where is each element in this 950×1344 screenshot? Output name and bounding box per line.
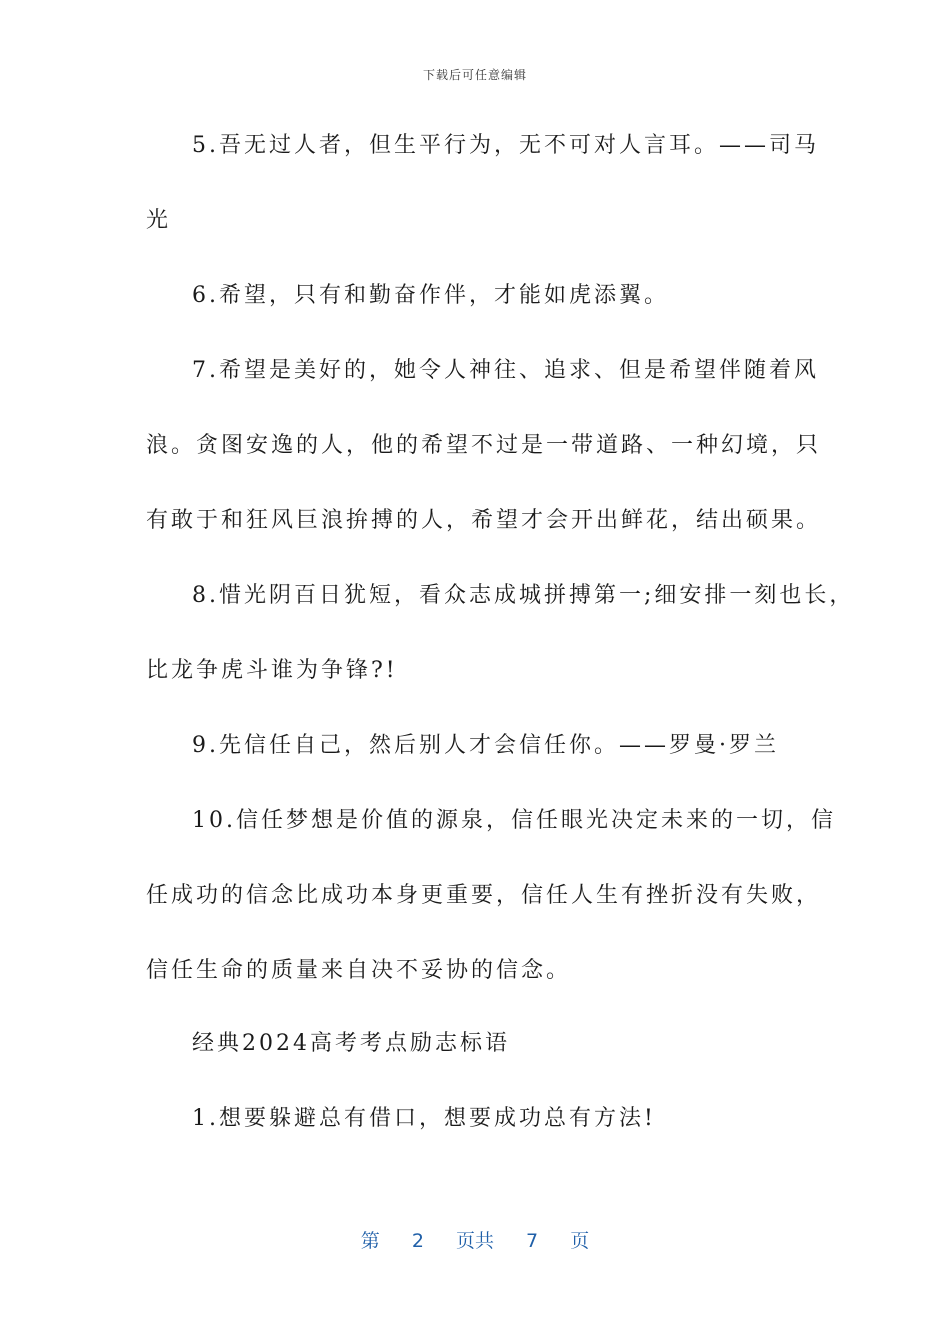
section-heading: 经典2024高考考点励志标语 bbox=[192, 1031, 510, 1056]
footer-label-end: 页 bbox=[570, 1230, 590, 1252]
text-line: 任成功的信念比成功本身更重要，信任人生有挫折没有失败， bbox=[146, 883, 822, 908]
text-line: 光 bbox=[146, 208, 172, 233]
text-line: 有敢于和狂风巨浪拚搏的人，希望才会开出鲜花，结出硕果。 bbox=[146, 508, 822, 533]
text-line: 8.惜光阴百日犹短，看众志成城拼搏第一;细安排一刻也长， bbox=[192, 583, 855, 608]
footer-label-total: 页共 bbox=[455, 1230, 494, 1252]
page-header-note: 下载后可任意编辑 bbox=[422, 68, 527, 82]
text-line: 9.先信任自己，然后别人才会信任你。——罗曼·罗兰 bbox=[192, 733, 779, 758]
text-line: 5.吾无过人者，但生平行为，无不可对人言耳。——司马 bbox=[192, 133, 819, 158]
text-line: 信任生命的质量来自决不妥协的信念。 bbox=[146, 958, 572, 983]
footer-label-page: 第 bbox=[360, 1230, 380, 1252]
text-line: 浪。贪图安逸的人，他的希望不过是一带道路、一种幻境，只 bbox=[146, 433, 822, 458]
text-line: 1.想要躲避总有借口，想要成功总有方法! bbox=[192, 1106, 656, 1131]
footer-total-pages: 7 bbox=[526, 1230, 539, 1252]
text-line: 比龙争虎斗谁为争锋?! bbox=[146, 658, 398, 683]
footer-current-page: 2 bbox=[411, 1230, 424, 1252]
text-line: 10.信任梦想是价值的源泉，信任眼光决定未来的一切，信 bbox=[192, 808, 836, 833]
text-line: 6.希望，只有和勤奋作伴，才能如虎添翼。 bbox=[192, 283, 669, 308]
text-line: 7.希望是美好的，她令人神往、追求、但是希望伴随着风 bbox=[192, 358, 819, 383]
page-footer bbox=[0, 1226, 950, 1253]
